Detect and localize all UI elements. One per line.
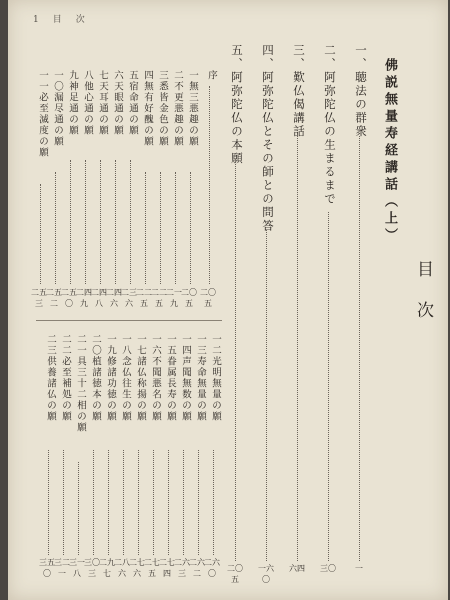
page-number: 三〇 xyxy=(320,564,336,573)
leader-line xyxy=(266,230,268,561)
running-head xyxy=(33,12,99,25)
page-number: 二四八 xyxy=(91,288,107,308)
vow-13: 一三寿命無量の願 xyxy=(195,334,206,422)
page-number: 二八六 xyxy=(114,558,130,578)
leader-line xyxy=(297,134,299,561)
leader-line xyxy=(115,160,117,284)
page-number: 二五〇 xyxy=(61,288,77,308)
vow-6: 六天眼通の願 xyxy=(112,70,123,136)
leader-line xyxy=(123,450,125,555)
page-number: 二三六 xyxy=(121,288,137,308)
page-number: 二七五 xyxy=(144,558,160,578)
page-number: 三五〇 xyxy=(39,558,55,578)
vow-12: 一二光明無量の願 xyxy=(210,334,221,422)
leader-line xyxy=(168,450,170,555)
page-number: 一 xyxy=(355,564,363,573)
page-number: 二二五 xyxy=(151,288,167,308)
folio: 1 xyxy=(33,15,53,25)
leader-line xyxy=(153,450,155,555)
leader-line xyxy=(55,172,57,284)
vow-3: 三悉皆金色の願 xyxy=(157,70,168,147)
page-number: 二四六 xyxy=(106,288,122,308)
vow-14: 一四声聞無数の願 xyxy=(180,334,191,422)
toc-page xyxy=(8,0,448,600)
leader-line xyxy=(328,212,330,561)
leader-line xyxy=(93,450,95,555)
chapter-4: 四、阿弥陀仏とその師との問答 xyxy=(261,44,275,233)
vow-17: 一七諸仏称揚の願 xyxy=(135,334,146,422)
leader-line xyxy=(100,160,102,284)
leader-line xyxy=(108,450,110,555)
leader-line xyxy=(198,450,200,555)
page-number: 三一八 xyxy=(69,558,85,578)
page-number: 二一九 xyxy=(166,288,182,308)
toc-title: 目次 xyxy=(413,260,433,342)
leader-line xyxy=(209,86,211,284)
vow-11: 一一必至滅度の願 xyxy=(37,70,48,158)
page-number: 二四九 xyxy=(76,288,92,308)
page-number: 二〇五 xyxy=(227,564,243,584)
vow-5: 五宿命通の願 xyxy=(127,70,138,136)
leader-line xyxy=(183,450,185,555)
page-number: 二〇五 xyxy=(181,288,197,308)
vow-7: 七天耳通の願 xyxy=(97,70,108,136)
page-number: 一六〇 xyxy=(258,564,274,584)
vow-16: 一六不聞悪名の願 xyxy=(150,334,161,422)
book-title: 佛説無量寿経講話（上） xyxy=(382,58,397,245)
vow-20: 二〇植諸徳本の願 xyxy=(90,334,101,422)
preface: 序 xyxy=(206,70,217,81)
page-number: 六四 xyxy=(289,564,305,573)
page-number: 三二一 xyxy=(54,558,70,578)
leader-line xyxy=(85,160,87,284)
page-number: 二九七 xyxy=(99,558,115,578)
chapter-5: 五、阿弥陀仏の本願 xyxy=(230,44,244,166)
leader-line xyxy=(138,450,140,555)
leader-line xyxy=(130,160,132,284)
vow-23: 二三供養諸仏の願 xyxy=(45,334,56,422)
page-number: 二六三 xyxy=(174,558,190,578)
vow-2: 二不更悪趣の願 xyxy=(172,70,183,147)
leader-line xyxy=(40,184,42,284)
leader-line xyxy=(190,172,192,284)
page-number: 三〇三 xyxy=(84,558,100,578)
page-number: 二七六 xyxy=(129,558,145,578)
vow-8: 八他心通の願 xyxy=(82,70,93,136)
page-number: 二五三 xyxy=(31,288,47,308)
chapter-3: 三、歎仏偈講話 xyxy=(292,44,306,139)
leader-line xyxy=(175,172,177,284)
running-title: 目次 xyxy=(52,15,99,25)
page-number: 二五二 xyxy=(46,288,62,308)
column-divider xyxy=(36,320,222,321)
vow-15: 一五眷属長寿の願 xyxy=(165,334,176,422)
vow-22: 二二必至補処の願 xyxy=(60,334,71,422)
chapter-2: 二、阿弥陀仏の生まるまで xyxy=(323,44,337,206)
page-number: 二〇五 xyxy=(200,288,216,308)
vow-19: 一九修諸功徳の願 xyxy=(105,334,116,422)
leader-line xyxy=(63,450,65,555)
leader-line xyxy=(235,162,237,561)
page-number: 二七四 xyxy=(159,558,175,578)
leader-line xyxy=(78,462,80,555)
page-number: 二六〇 xyxy=(204,558,220,578)
vow-18: 一八念仏往生の願 xyxy=(120,334,131,422)
leader-line xyxy=(160,172,162,284)
leader-line xyxy=(48,450,50,555)
leader-line xyxy=(70,160,72,284)
vow-1: 一無三悪趣の願 xyxy=(187,70,198,147)
leader-line xyxy=(145,172,147,284)
vow-9: 九神足通の願 xyxy=(67,70,78,136)
chapter-1: 一、聴法の群衆 xyxy=(354,44,368,139)
vow-4: 四無有好醜の願 xyxy=(142,70,153,147)
leader-line xyxy=(213,450,215,555)
leader-line xyxy=(359,136,361,561)
page-number: 二六二 xyxy=(189,558,205,578)
vow-10: 一〇漏尽通の願 xyxy=(52,70,63,147)
vow-21: 二一具三十二相の願 xyxy=(75,334,86,433)
page-number: 二二五 xyxy=(136,288,152,308)
